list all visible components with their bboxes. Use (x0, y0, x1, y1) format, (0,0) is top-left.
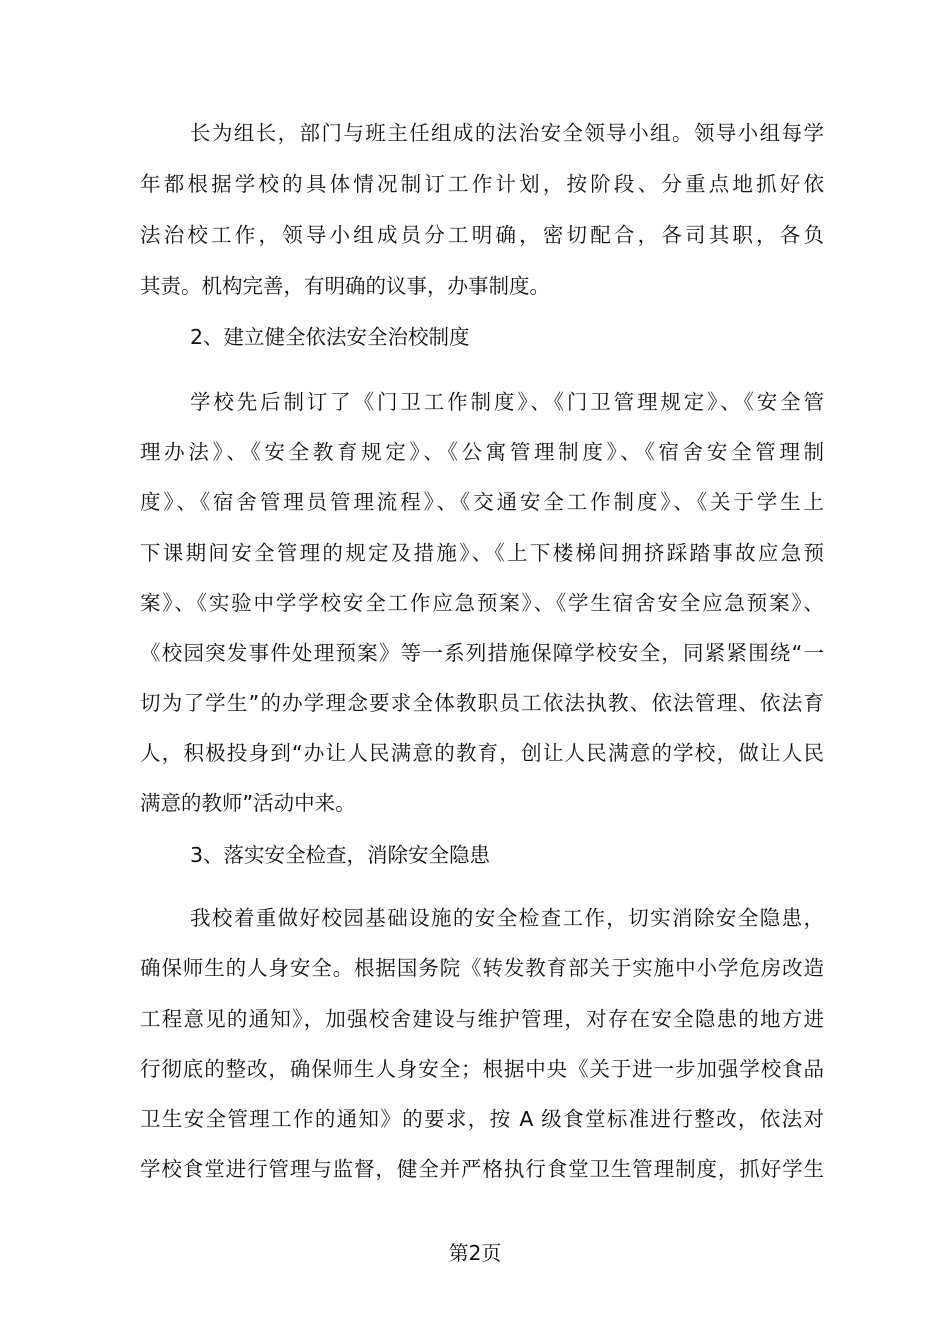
section-heading: 3、落实安全检查，消除安全隐患 (190, 843, 491, 867)
paragraph-line: 确保师生的人身安全。根据国务院《转发教育部关于实施中小学危房改造 (140, 956, 824, 980)
paragraph-line: 下课期间安全管理的规定及措施》、《上下楼梯间拥挤踩踏事故应急预 (140, 541, 824, 565)
paragraph-line: 其责。机构完善，有明确的议事，办事制度。 (140, 274, 550, 298)
paragraph-line: 切为了学生”的办学理念要求全体教职员工依法执教、依法管理、依法育 (140, 691, 824, 715)
paragraph-line: 工程意见的通知》，加强校舍建设与维护管理，对存在安全隐患的地方进 (140, 1007, 824, 1031)
paragraph-line: 长为组长，部门与班主任组成的法治安全领导小组。领导小组每学 (190, 121, 824, 145)
paragraph-line: 卫生安全管理工作的通知》的要求，按 A 级食堂标准进行整改，依法对 (140, 1107, 824, 1131)
paragraph-line: 《校园突发事件处理预案》等一系列措施保障学校安全，同紧紧围绕“一 (140, 641, 824, 665)
paragraph-line: 人，积极投身到“办让人民满意的教育，创让人民满意的学校，做让人民 (140, 741, 824, 765)
paragraph-line: 学校食堂进行管理与监督，健全并严格执行食堂卫生管理制度，抓好学生 (140, 1157, 824, 1181)
paragraph-line: 理办法》、《安全教育规定》、《公寓管理制度》、《宿舍安全管理制 (140, 440, 824, 464)
paragraph-line: 学校先后制订了《门卫工作制度》、《门卫管理规定》、《安全管 (190, 390, 824, 414)
paragraph-line: 满意的教师”活动中来。 (140, 791, 356, 815)
page-number: 第2页 (448, 1241, 502, 1265)
section-heading: 2、建立健全依法安全治校制度 (190, 325, 470, 349)
paragraph-line: 法治校工作，领导小组成员分工明确，密切配合，各司其职，各负 (140, 223, 824, 247)
paragraph-line: 年都根据学校的具体情况制订工作计划，按阶段、分重点地抓好依 (140, 172, 824, 196)
paragraph-line: 案》、《实验中学学校安全工作应急预案》、《学生宿舍安全应急预案》、 (140, 591, 824, 615)
paragraph-line: 我校着重做好校园基础设施的安全检查工作，切实消除安全隐患， (190, 906, 824, 930)
paragraph-line: 度》、《宿舍管理员管理流程》、《交通安全工作制度》、《关于学生上 (140, 490, 824, 514)
paragraph-line: 行彻底的整改，确保师生人身安全；根据中央《关于进一步加强学校食品 (140, 1057, 824, 1081)
